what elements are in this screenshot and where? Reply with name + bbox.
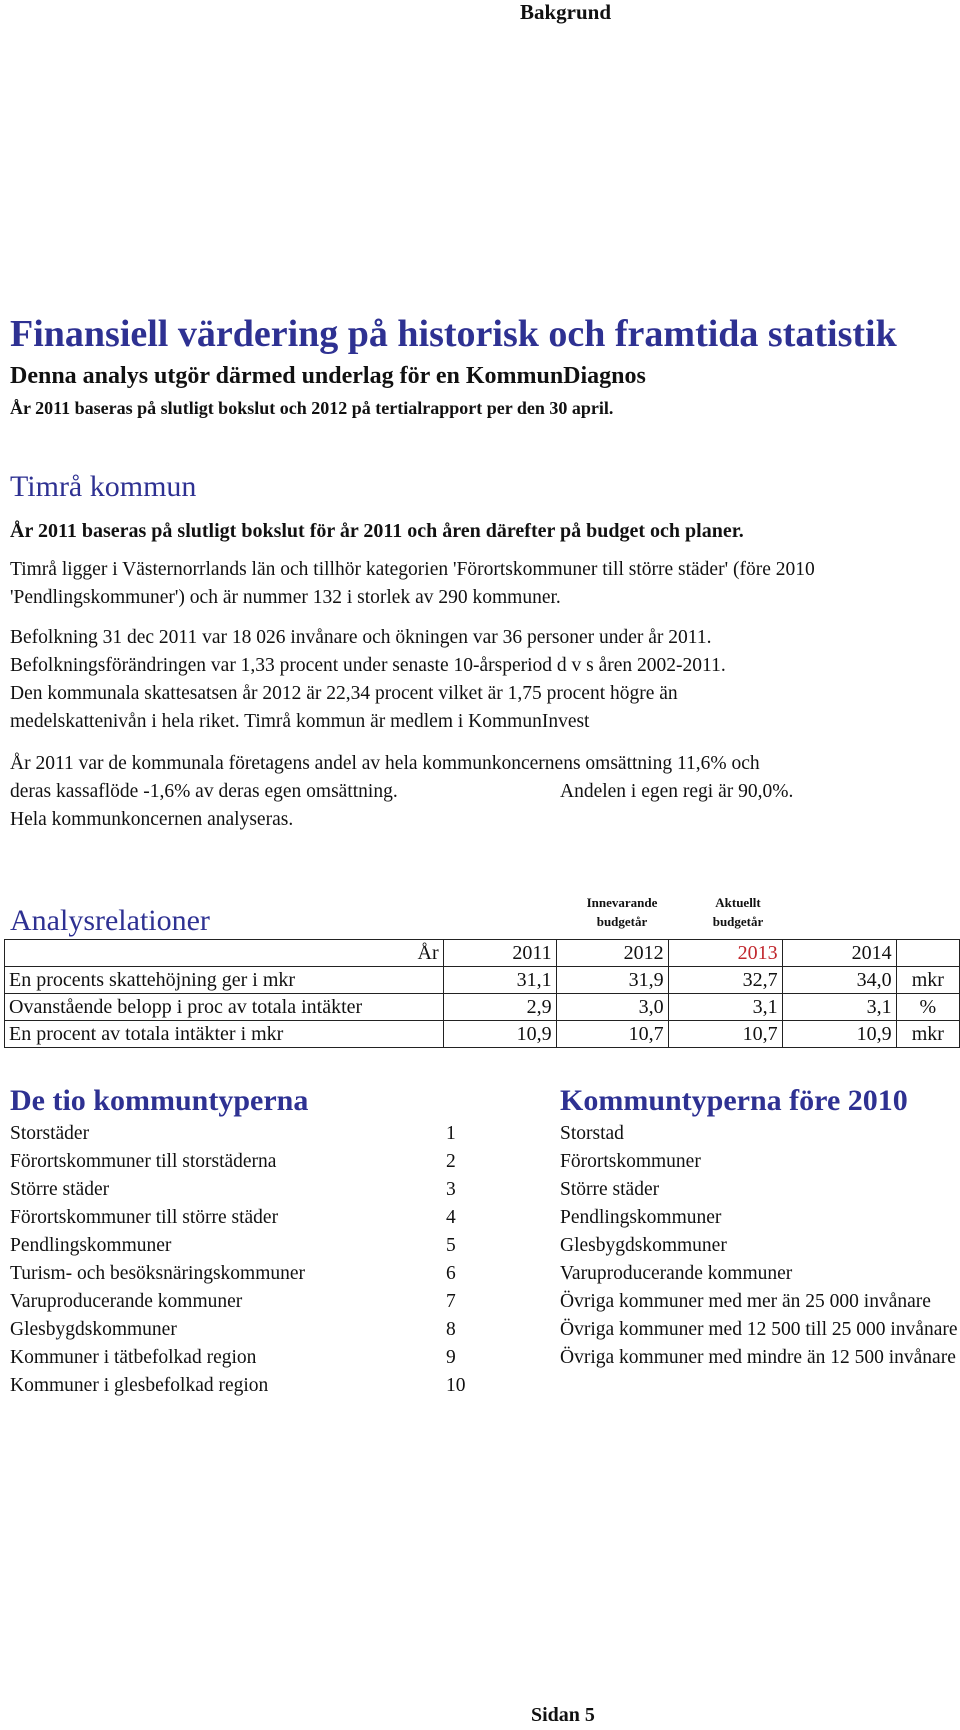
paragraph-line: År 2011 var de kommunala företagens andel av hela kommunkoncernens omsättning 11,6% och	[10, 753, 760, 774]
row-label: En procent av totala intäkter i mkr	[5, 1021, 444, 1048]
list-item: Varuproducerande kommuner	[10, 1291, 243, 1312]
paragraph-line: Befolkning 31 dec 2011 var 18 026 invånare och ökningen var 36 personer under år 2011.	[10, 627, 712, 648]
list-item: Pendlingskommuner	[10, 1235, 172, 1256]
cell-value: 3,0	[556, 994, 668, 1021]
basis-note: År 2011 baseras på slutligt bokslut och 2012 på tertialrapport per den 30 april.	[10, 398, 614, 418]
analys-heading: Analysrelationer	[10, 904, 210, 937]
ten-types-heading: De tio kommuntyperna	[10, 1084, 309, 1117]
ten-types-list	[10, 1120, 410, 1400]
list-item: Varuproducerande kommuner	[560, 1263, 793, 1284]
list-item: Förortskommuner	[560, 1151, 701, 1172]
year-2013: 2013	[668, 940, 782, 967]
page-header: Bakgrund	[520, 0, 612, 24]
municipality-basis: År 2011 baseras på slutligt bokslut för år 2011 och åren därefter på budget och planer.	[10, 520, 744, 542]
ten-types-numbers	[446, 1120, 506, 1400]
list-number: 4	[446, 1207, 456, 1228]
year-2012: 2012	[556, 940, 668, 967]
table-header-row	[5, 940, 960, 967]
list-item: Storstäder	[10, 1123, 90, 1144]
paragraph-line: Befolkningsförändringen var 1,33 procent under senaste 10-årsperiod d v s åren 2002-2011.	[10, 655, 726, 676]
pre-2010-types-list	[560, 1120, 960, 1372]
cell-unit: %	[896, 994, 959, 1021]
list-item: Kommuner i tätbefolkad region	[10, 1347, 257, 1368]
page-title: Finansiell värdering på historisk och framtida statistik	[10, 313, 897, 355]
table-row	[5, 967, 960, 994]
list-number: 3	[446, 1179, 456, 1200]
list-item: Storstad	[560, 1123, 624, 1144]
cell-unit: mkr	[896, 1021, 959, 1048]
list-number: 8	[446, 1319, 456, 1340]
row-label: Ovanstående belopp i proc av totala intäkter	[5, 994, 444, 1021]
paragraph-line: Hela kommunkoncernen analyseras.	[10, 809, 294, 830]
list-number: 5	[446, 1235, 456, 1256]
list-number: 7	[446, 1291, 456, 1312]
list-number: 10	[446, 1375, 466, 1396]
pre-2010-types-heading: Kommuntyperna före 2010	[560, 1084, 908, 1117]
row-label: En procents skattehöjning ger i mkr	[5, 967, 444, 994]
table-row	[5, 994, 960, 1021]
cell-value: 31,1	[443, 967, 556, 994]
municipality-paragraph-2	[10, 624, 726, 736]
own-share-text: Andelen i egen regi är 90,0%.	[560, 781, 794, 802]
list-item: Förortskommuner till större städer	[10, 1207, 279, 1228]
list-item: Övriga kommuner med mindre än 12 500 invånare	[560, 1347, 956, 1368]
year-2014: 2014	[782, 940, 896, 967]
cell-value: 10,9	[443, 1021, 556, 1048]
cell-value: 3,1	[668, 994, 782, 1021]
unit-header	[896, 940, 959, 967]
cell-value: 31,9	[556, 967, 668, 994]
cell-value: 32,7	[668, 967, 782, 994]
cell-value: 10,7	[668, 1021, 782, 1048]
year-label: År	[5, 940, 444, 967]
paragraph-line: medelskattenivån i hela riket. Timrå kommun är medlem i KommunInvest	[10, 711, 590, 732]
list-item: Större städer	[10, 1179, 110, 1200]
paragraph-line: 'Pendlingskommuner') och är nummer 132 i storlek av 290 kommuner.	[10, 587, 561, 608]
actual-year-column-heading: Aktuellt budgetår	[712, 895, 764, 929]
list-item: Pendlingskommuner	[560, 1207, 722, 1228]
municipality-heading: Timrå kommun	[10, 470, 197, 503]
cell-value: 34,0	[782, 967, 896, 994]
list-item: Turism- och besöksnäringskommuner	[10, 1263, 306, 1284]
cashflow-text: deras kassaflöde -1,6% av deras egen omsättning.	[10, 781, 398, 802]
table-row	[5, 1021, 960, 1048]
current-year-column-heading: Innevarande budgetår	[586, 895, 658, 929]
list-item: Glesbygdskommuner	[560, 1235, 727, 1256]
year-2011: 2011	[443, 940, 556, 967]
paragraph-line: Den kommunala skattesatsen år 2012 är 22,34 procent vilket är 1,75 procent högre än	[10, 683, 678, 704]
analys-table	[4, 939, 960, 1048]
cell-value: 2,9	[443, 994, 556, 1021]
list-number: 9	[446, 1347, 456, 1368]
list-item: Övriga kommuner med 12 500 till 25 000 invånare	[560, 1319, 958, 1340]
list-item: Glesbygdskommuner	[10, 1319, 177, 1340]
list-item: Kommuner i glesbefolkad region	[10, 1375, 269, 1396]
cell-value: 10,7	[556, 1021, 668, 1048]
paragraph-line	[10, 778, 794, 806]
list-number: 2	[446, 1151, 456, 1172]
cell-unit: mkr	[896, 967, 959, 994]
list-number: 1	[446, 1123, 456, 1144]
list-item: Förortskommuner till storstäderna	[10, 1151, 277, 1172]
cell-value: 3,1	[782, 994, 896, 1021]
list-item: Större städer	[560, 1179, 660, 1200]
municipality-paragraph-3	[10, 750, 794, 834]
page-footer: Sidan 5	[531, 1704, 595, 1726]
page-subtitle: Denna analys utgör därmed underlag för en KommunDiagnos	[10, 363, 646, 389]
municipality-paragraph-1	[10, 556, 815, 612]
list-item: Övriga kommuner med mer än 25 000 invånare	[560, 1291, 931, 1312]
paragraph-line: Timrå ligger i Västernorrlands län och tillhör kategorien 'Förortskommuner till större städer' (före 2010	[10, 559, 815, 580]
list-number: 6	[446, 1263, 456, 1284]
cell-value: 10,9	[782, 1021, 896, 1048]
